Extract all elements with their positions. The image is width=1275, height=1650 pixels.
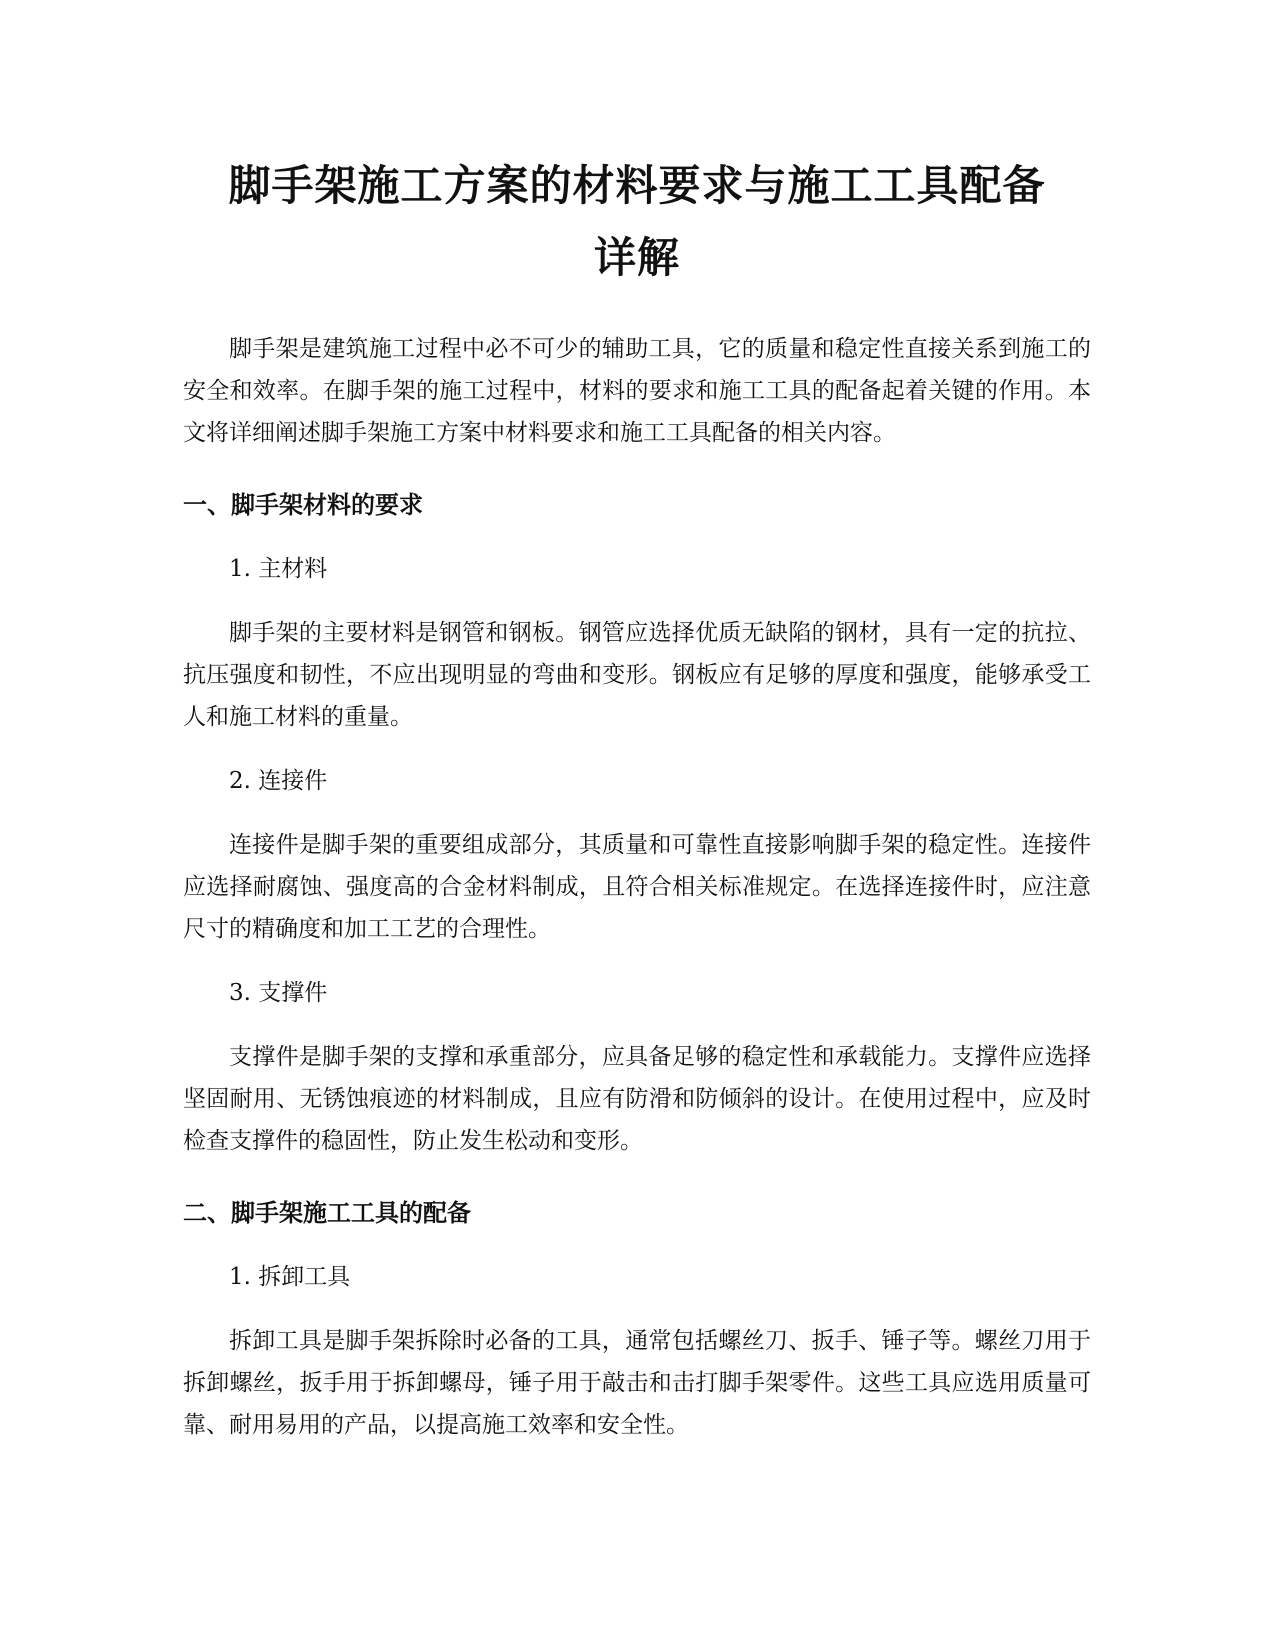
paragraph-dismantling-tools: 拆卸工具是脚手架拆除时必备的工具，通常包括螺丝刀、扳手、锤子等。螺丝刀用于拆卸螺丝，扳手用于拆卸螺母，锤子用于敲击和击打脚手架零件。这些工具应选用质量可靠、耐用易用的产品，以提高施工效率和安全性。 [183, 1328, 1091, 1438]
title-line-2: 详解 [593, 233, 680, 282]
section-heading-tools: 二、脚手架施工工具的配备 [183, 1199, 471, 1227]
title-line-1: 脚手架施工方案的材料要求与施工工具配备 [228, 161, 1046, 210]
subheading-supports: 3. 支撑件 [229, 980, 328, 1006]
subheading-connectors: 2. 连接件 [229, 768, 328, 794]
subheading-dismantling-tools: 1. 拆卸工具 [229, 1264, 351, 1290]
paragraph-main-material: 脚手架的主要材料是钢管和钢板。钢管应选择优质无缺陷的钢材，具有一定的抗拉、抗压强度和韧性，不应出现明显的弯曲和变形。钢板应有足够的厚度和强度，能够承受工人和施工材料的重量。 [183, 620, 1091, 730]
intro-paragraph: 脚手架是建筑施工过程中必不可少的辅助工具，它的质量和稳定性直接关系到施工的安全和效率。在脚手架的施工过程中，材料的要求和施工工具的配备起着关键的作用。本文将详细阐述脚手架施工方案中材料要求和施工工具配备的相关内容。 [183, 336, 1091, 446]
document-page [183, 150, 1091, 1446]
section-heading-materials: 一、脚手架材料的要求 [183, 491, 423, 519]
paragraph-supports: 支撑件是脚手架的支撑和承重部分，应具备足够的稳定性和承载能力。支撑件应选择坚固耐用、无锈蚀痕迹的材料制成，且应有防滑和防倾斜的设计。在使用过程中，应及时检查支撑件的稳固性，防止发生松动和变形。 [183, 1044, 1091, 1154]
subheading-main-material: 1. 主材料 [229, 556, 328, 582]
paragraph-connectors: 连接件是脚手架的重要组成部分，其质量和可靠性直接影响脚手架的稳定性。连接件应选择耐腐蚀、强度高的合金材料制成，且符合相关标准规定。在选择连接件时，应注意尺寸的精确度和加工工艺的合理性。 [183, 832, 1091, 942]
document-title [183, 150, 1091, 294]
